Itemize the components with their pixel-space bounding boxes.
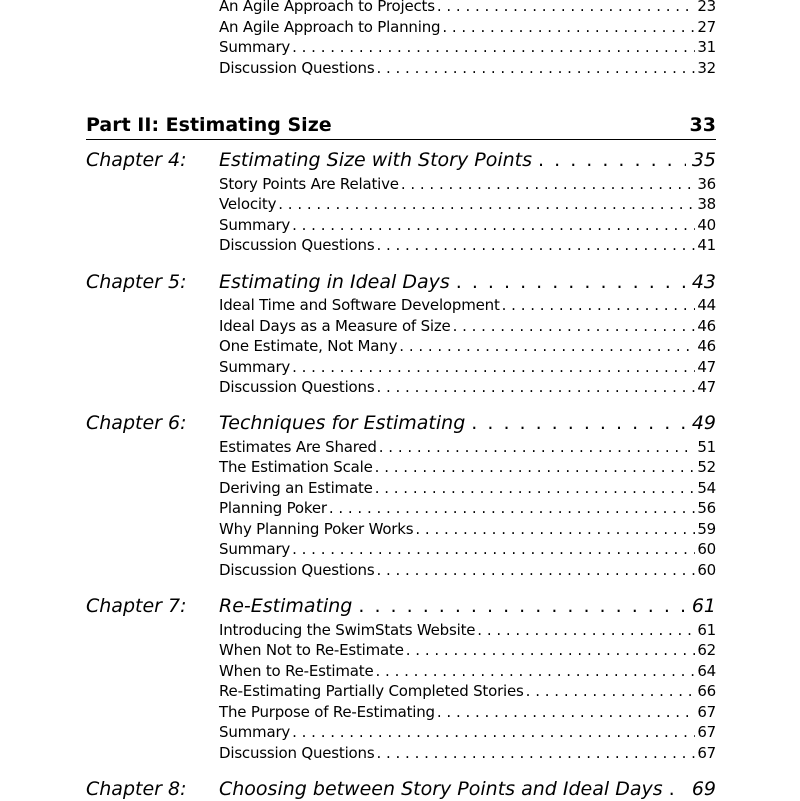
toc-entry-title: Discussion Questions: [219, 561, 375, 579]
dot-leader: [453, 316, 696, 336]
chapter-label: Chapter 6:: [86, 412, 187, 434]
dot-leader: [669, 777, 686, 801]
dot-leader: [292, 215, 695, 235]
toc-entry: [219, 377, 716, 397]
dot-leader: [538, 148, 686, 172]
toc-entry-page: 67: [697, 744, 716, 762]
toc-entry-page: 46: [697, 337, 716, 355]
toc-entry-page: 38: [697, 195, 716, 213]
toc-entry-title: Story Points Are Relative: [219, 175, 399, 193]
toc-entry-page: 32: [697, 59, 716, 77]
toc-entry: [219, 722, 716, 742]
toc-entry: [219, 702, 716, 722]
dot-leader: [376, 58, 695, 78]
dot-leader: [292, 539, 695, 559]
toc-entry: [219, 661, 716, 681]
toc-entry: [219, 498, 716, 518]
toc-entry-page: 52: [697, 458, 716, 476]
toc-entry-page: 23: [697, 0, 716, 15]
toc-entry-title: An Agile Approach to Planning: [219, 18, 441, 36]
chapter-label: Chapter 5:: [86, 271, 187, 293]
toc-entry: [219, 215, 716, 235]
dot-leader: [401, 174, 696, 194]
dot-leader: [471, 411, 686, 435]
dot-leader: [292, 722, 695, 742]
chapter-page: 35: [691, 149, 716, 171]
toc-entry-page: 59: [697, 520, 716, 538]
toc-entry-title: Planning Poker: [219, 499, 327, 517]
part-page: 33: [689, 114, 716, 136]
toc-entry-page: 54: [697, 479, 716, 497]
toc-entry-page: 47: [697, 358, 716, 376]
toc-entry: [219, 457, 716, 477]
toc-entry: [219, 539, 716, 559]
toc-entry-title: Velocity: [219, 195, 277, 213]
toc-entry-title: Summary: [219, 216, 291, 234]
chapter-title: Estimating Size with Story Points: [219, 149, 533, 171]
toc-entry-page: 47: [697, 378, 716, 396]
toc-entry-title: When Not to Re-Estimate: [219, 641, 404, 659]
chapter-label: Chapter 8:: [86, 778, 187, 800]
toc-entry-title: Estimates Are Shared: [219, 438, 377, 456]
dot-leader: [379, 437, 696, 457]
toc-entry-title: Discussion Questions: [219, 236, 375, 254]
toc-entry: [219, 560, 716, 580]
toc-entry-page: 44: [697, 296, 716, 314]
toc-entry-title: The Estimation Scale: [219, 458, 373, 476]
toc-entry-title: Summary: [219, 38, 291, 56]
chapter-title: Techniques for Estimating: [219, 412, 466, 434]
toc-entry: [219, 58, 716, 78]
part-divider: [86, 139, 716, 140]
toc-entry-page: 67: [697, 723, 716, 741]
toc-entry-page: 61: [697, 621, 716, 639]
toc-entry: [219, 174, 716, 194]
toc-entry-page: 41: [697, 236, 716, 254]
toc-entry-title: An Agile Approach to Projects: [219, 0, 435, 15]
chapter-label: Chapter 7:: [86, 595, 187, 617]
toc-entry: [219, 336, 716, 356]
toc-entry-page: 36: [697, 175, 716, 193]
toc-entry-page: 31: [697, 38, 716, 56]
chapter-title: Estimating in Ideal Days: [219, 271, 450, 293]
toc-entry-page: 64: [697, 662, 716, 680]
toc-entry: [219, 437, 716, 457]
toc-entry: [219, 519, 716, 539]
toc-entry: [219, 478, 716, 498]
dot-leader: [329, 498, 695, 518]
chapter-heading: [219, 411, 716, 435]
toc-entry: [219, 0, 716, 16]
toc-entry-title: When to Re-Estimate: [219, 662, 374, 680]
chapter-page: 43: [691, 271, 716, 293]
dot-leader: [406, 640, 696, 660]
toc-entry-title: Re-Estimating Partially Completed Stories: [219, 682, 524, 700]
toc-entry-title: Discussion Questions: [219, 59, 375, 77]
toc-entry-page: 62: [697, 641, 716, 659]
dot-leader: [502, 295, 696, 315]
dot-leader: [437, 702, 695, 722]
toc-entry-page: 40: [697, 216, 716, 234]
dot-leader: [456, 270, 686, 294]
toc-entry-page: 51: [697, 438, 716, 456]
dot-leader: [442, 17, 695, 37]
toc-entry-title: Ideal Days as a Measure of Size: [219, 317, 451, 335]
toc-entry-title: Introducing the SwimStats Website: [219, 621, 476, 639]
dot-leader: [375, 457, 696, 477]
chapter-heading: [219, 777, 716, 801]
toc-entry-title: The Purpose of Re-Estimating: [219, 703, 435, 721]
toc-entry: [219, 357, 716, 377]
toc-entry: [219, 316, 716, 336]
toc-entry-title: Why Planning Poker Works: [219, 520, 414, 538]
dot-leader: [376, 560, 695, 580]
dot-leader: [526, 681, 696, 701]
dot-leader: [376, 661, 696, 681]
dot-leader: [437, 0, 695, 16]
toc-entry: [219, 17, 716, 37]
toc-entry: [219, 235, 716, 255]
chapter-page: 69: [691, 778, 716, 800]
toc-entry-page: 56: [697, 499, 716, 517]
toc-entry-page: 60: [697, 540, 716, 558]
part-heading: [86, 112, 716, 138]
toc-entry-title: Ideal Time and Software Development: [219, 296, 500, 314]
dot-leader: [292, 37, 695, 57]
toc-entry: [219, 37, 716, 57]
toc-entry-title: Summary: [219, 723, 291, 741]
part-title: Part II: Estimating Size: [86, 114, 332, 136]
toc-entry-page: 46: [697, 317, 716, 335]
chapter-page: 61: [691, 595, 716, 617]
toc-entry-title: Discussion Questions: [219, 378, 375, 396]
toc-entry: [219, 640, 716, 660]
dot-leader: [415, 519, 695, 539]
toc-entry-title: Deriving an Estimate: [219, 479, 373, 497]
toc-entry-page: 67: [697, 703, 716, 721]
toc-entry: [219, 194, 716, 214]
dot-leader: [358, 594, 685, 618]
toc-entry: [219, 743, 716, 763]
chapter-heading: [219, 148, 716, 172]
chapter-title: Choosing between Story Points and Ideal Days: [219, 778, 663, 800]
toc-entry: [219, 295, 716, 315]
toc-entry: [219, 620, 716, 640]
dot-leader: [278, 194, 695, 214]
chapter-label: Chapter 4:: [86, 149, 187, 171]
chapter-title: Re-Estimating: [219, 595, 353, 617]
dot-leader: [477, 620, 695, 640]
toc-entry: [219, 681, 716, 701]
dot-leader: [376, 743, 695, 763]
chapter-heading: [219, 594, 716, 618]
toc-entry-page: 66: [697, 682, 716, 700]
chapter-heading: [219, 270, 716, 294]
dot-leader: [399, 336, 695, 356]
toc-entry-page: 60: [697, 561, 716, 579]
toc-entry-title: One Estimate, Not Many: [219, 337, 398, 355]
toc-entry-title: Summary: [219, 358, 291, 376]
toc-entry-page: 27: [697, 18, 716, 36]
toc-entry-title: Discussion Questions: [219, 744, 375, 762]
chapter-page: 49: [691, 412, 716, 434]
dot-leader: [292, 357, 695, 377]
dot-leader: [376, 235, 695, 255]
dot-leader: [376, 377, 695, 397]
dot-leader: [375, 478, 696, 498]
toc-entry-title: Summary: [219, 540, 291, 558]
